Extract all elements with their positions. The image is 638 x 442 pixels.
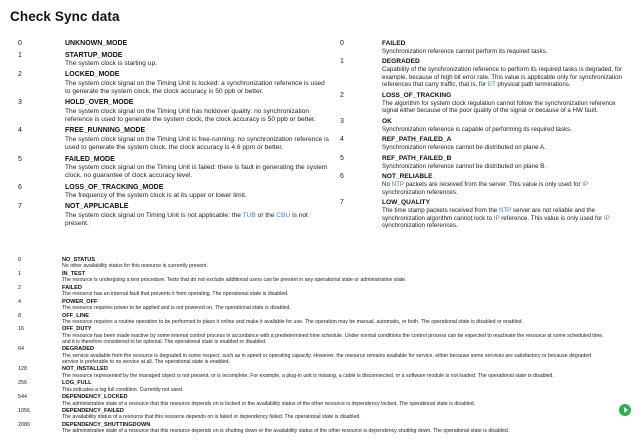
item-description: The administrative state of a resource that this resource depends on is shutting down or the availability status of the other resource is dependency shutting down. The operational state is disabled. — [62, 428, 510, 435]
item-name: FAILED — [62, 284, 82, 291]
list-item — [340, 40, 625, 55]
item-name: POWER_OFF — [62, 298, 98, 305]
item-description: The system clock signal on Timing Unit is not applicable: the TUB or the CBU is not present. — [65, 211, 308, 228]
item-name: NOT_INSTALLED — [62, 366, 108, 373]
list-item — [18, 346, 608, 364]
item-name: NO_STATUS — [62, 257, 96, 263]
sync-reference-status-list — [340, 40, 625, 233]
item-code: 6 — [18, 183, 22, 191]
availability-status-list — [18, 257, 608, 436]
item-name: FAILED_MODE — [65, 155, 115, 163]
list-item — [18, 40, 330, 49]
item-code: 256 — [18, 380, 27, 387]
item-description: The resource represented by the managed object is not present, or is incomplete. For example, a plug-in unit is missing, a cable is disconnected, or a software module is not loaded. The operational state is disabled. — [62, 372, 554, 379]
list-item — [18, 313, 608, 325]
item-name: OFF_DUTY — [62, 326, 92, 333]
item-description: The resource is undergoing a test procedure. Tests that do not exclude additional users can be present in any operational state or administrative state. — [62, 277, 407, 284]
item-code: 0 — [18, 40, 22, 47]
list-item — [340, 58, 625, 89]
item-description: Synchronization reference is capable of performing its required tasks. — [382, 125, 572, 133]
item-description: Synchronization reference cannot be distributed on plane B. — [382, 162, 547, 170]
item-description: The resource requires power to be applied and is not powered on. The operational state is disabled. — [62, 304, 291, 311]
list-item — [340, 118, 625, 133]
list-item — [18, 271, 608, 283]
list-item — [18, 127, 330, 152]
list-item — [18, 285, 608, 297]
item-description: The system clock is starting up. — [65, 60, 157, 67]
item-code: 3 — [340, 117, 344, 125]
item-description: The frequency of the system clock is at its upper or lower limit. — [65, 192, 247, 200]
item-code: 5 — [340, 154, 344, 162]
list-item — [18, 299, 608, 311]
item-name: LOCKED_MODE — [65, 71, 120, 79]
item-code: 6 — [340, 173, 344, 181]
page-title: Check Sync data — [10, 9, 120, 24]
item-code: 7 — [340, 199, 344, 207]
item-code: 0 — [340, 40, 344, 47]
item-code: 128 — [18, 366, 27, 373]
item-name: DEPENDENCY_FAILED — [62, 408, 124, 415]
item-code: 1 — [18, 51, 22, 59]
item-description: The system clock signal on the Timing Unit is free-running: no synchronization reference is used to generate the system clock, the clock accuracy is 4.6 ppm or better. — [65, 135, 329, 152]
item-code: 4 — [18, 127, 22, 135]
item-name: IN_TEST — [62, 270, 86, 277]
item-name: DEPENDENCY_LOCKED — [62, 394, 128, 401]
item-code: 3 — [18, 99, 22, 107]
item-description: Synchronization reference cannot be distributed on plane A. — [382, 144, 546, 152]
item-code: 64 — [18, 346, 24, 353]
item-name: REF_PATH_FAILED_A — [382, 136, 452, 144]
item-name: DEGRADED — [62, 346, 95, 353]
item-description: Capability of the synchronization reference to perform its required tasks is degraded, for example, because of high bit error rate. This value is applicable only for synchronization references that carry traffic, that is, for ET physical path terminations. — [382, 66, 623, 89]
ip-link[interactable]: IP — [603, 214, 610, 222]
clock-mode-list — [18, 40, 330, 232]
item-name: FREE_RUNNING_MODE — [65, 127, 146, 135]
item-description: The administrative state of a resource that this resource depends on is locked or the availability status of the other resource is dependency locked. The operational state is disabled. — [62, 400, 476, 407]
item-code: 4 — [18, 298, 21, 305]
item-code: 2080 — [18, 421, 30, 428]
item-description: The system clock signal on the Timing Unit is locked: a synchronization reference is used to generate the system clock, the clock accuracy is 50 ppb or better. — [65, 79, 325, 96]
item-name: UNKNOWN_MODE — [65, 40, 128, 47]
item-name: LOG_FULL — [62, 380, 92, 387]
item-description: The resource has an internal fault that prevents it from operating. The operational state is disabled. — [62, 291, 289, 298]
list-item — [18, 184, 330, 201]
ntp-link[interactable]: NTP — [498, 206, 512, 214]
ntp-link[interactable]: NTP — [391, 180, 404, 188]
item-description: No NTP packets are received from the server. This value is only used for IP synchronization references. — [382, 180, 589, 196]
list-item — [18, 52, 330, 69]
item-name: NOT_APPLICABLE — [65, 203, 129, 211]
item-code: 4 — [340, 136, 344, 144]
item-code: 1 — [18, 270, 21, 277]
list-item — [340, 92, 625, 115]
cbu-link[interactable]: CBU — [276, 211, 291, 219]
item-name: LOSS_OF_TRACKING — [382, 91, 452, 99]
item-description: This indicates a log full condition. Currently not used. — [62, 386, 184, 393]
list-item — [18, 366, 608, 378]
item-code: 2 — [340, 91, 344, 99]
list-item — [340, 136, 625, 151]
title-bar — [0, 0, 638, 32]
item-name: OFF_LINE — [62, 312, 90, 319]
item-code: 544 — [18, 394, 27, 401]
list-item — [18, 422, 608, 434]
item-description: Synchronization reference cannot perform its required tasks. — [382, 47, 548, 55]
list-item — [18, 380, 608, 392]
play-icon[interactable] — [619, 404, 631, 416]
list-item — [18, 156, 330, 181]
item-code: 5 — [18, 155, 22, 163]
item-name: DEGRADED — [382, 58, 420, 66]
et-link[interactable]: ET — [487, 81, 496, 89]
list-item — [18, 257, 608, 269]
item-code: 7 — [18, 203, 22, 211]
item-description: The resource has been made inactive by some internal control process in accordance with a predetermined time schedule. Under normal conditions the control process can be expected to reactivate the resource at some scheduled time, and it is therefore considered to be optional. The operational state is enabled or disabled. — [62, 332, 604, 345]
list-item — [18, 394, 608, 406]
item-code: 2 — [18, 284, 21, 291]
list-item — [18, 203, 330, 228]
list-item — [18, 326, 608, 344]
item-name: REF_PATH_FAILED_B — [382, 154, 452, 162]
item-description: The system clock signal on the Timing Unit is failed: there is fault in generating the system clock, no guarantee of clock accuracy level. — [65, 164, 328, 180]
item-code: 1056 — [18, 408, 30, 415]
item-code: 2 — [18, 71, 22, 79]
item-code: 0 — [18, 257, 21, 263]
item-description: The availability status of a resource that this resource depends on is failed or dependency failed. The operational state is disabled. — [62, 414, 361, 421]
item-description: No other availability status for this resource is currently present. — [62, 263, 208, 270]
ip-link[interactable]: IP — [493, 214, 500, 222]
list-item — [18, 408, 608, 420]
item-name: NOT_RELIABLE — [382, 173, 433, 181]
list-item — [18, 99, 330, 124]
item-description: The time stamp packets received from the NTP server are not reliable and the synchronization algorithm cannot lock to IP reference. This value is only used for IP synchronization references. — [382, 206, 610, 230]
item-name: HOLD_OVER_MODE — [65, 99, 134, 107]
item-description: The algorithm for system clock regulation cannot follow the synchronization reference signal either because of the poor quality of the signal or because of a HW fault. — [382, 99, 616, 115]
item-name: DEPENDENCY_SHUTTINGDOWN — [62, 421, 151, 428]
item-code: 16 — [18, 326, 24, 333]
tub-link[interactable]: TUB — [242, 211, 256, 219]
list-item — [340, 155, 625, 170]
item-name: LOW_QUALITY — [382, 199, 430, 207]
item-description: The system clock signal on the Timing Unit has holdover quality: no synchronization reference is used to generate the system clock, the clock accuracy is 50 ppb or better. — [65, 107, 316, 124]
list-item — [18, 71, 330, 96]
item-name: LOSS_OF_TRACKING_MODE — [65, 183, 164, 191]
item-description: The resource requires a routine operation to be performed to place it online and make it available for use. The operation may be manual, automatic, or both. The operational state is disabled or enabled. — [62, 318, 523, 325]
list-item — [340, 199, 625, 230]
item-code: 1 — [340, 58, 344, 66]
item-name: OK — [382, 117, 392, 125]
item-name: FAILED — [382, 40, 406, 47]
item-description: The service available from the resource is degraded in some respect, such as in speed or operating capacity. However, the resource remains available for service, either because some services are satisfactory or because degraded service is preferable to no service at all. The operational state is enabled. — [62, 352, 592, 365]
item-name: STARTUP_MODE — [65, 51, 123, 59]
item-code: 8 — [18, 312, 21, 319]
list-item — [340, 173, 625, 196]
ip-link[interactable]: IP — [582, 180, 589, 188]
